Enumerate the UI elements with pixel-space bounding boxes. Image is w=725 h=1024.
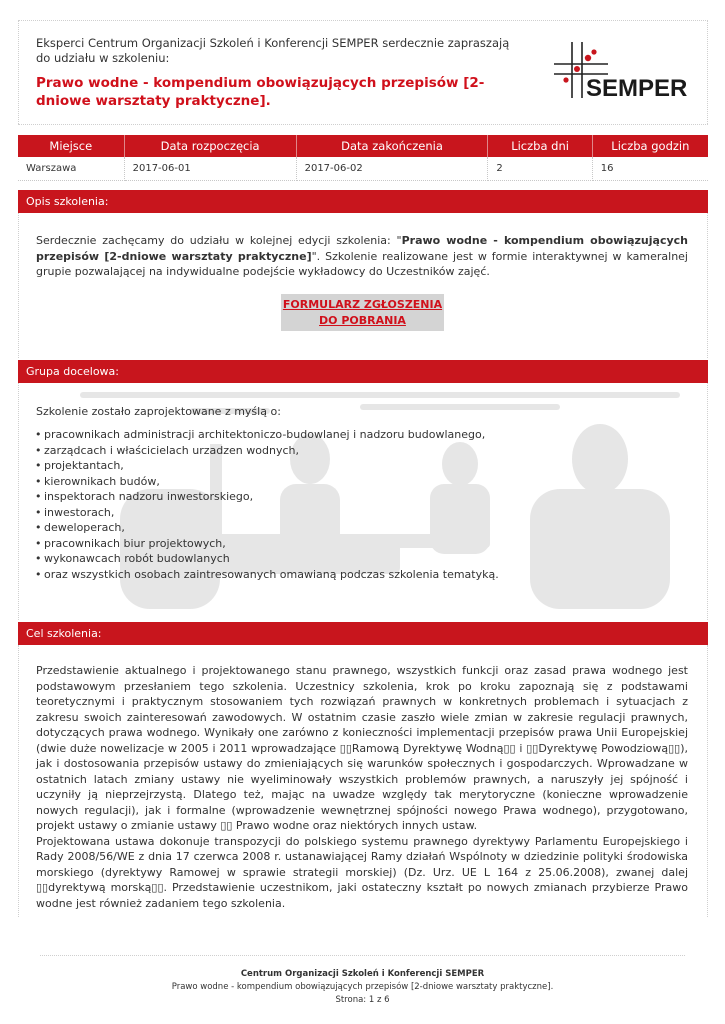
section-description: Opis szkolenia: xyxy=(18,190,708,213)
registration-form-link[interactable] xyxy=(281,294,444,331)
footer-title: Prawo wodne - kompendium obowiązujących przepisów [2-dniowe warsztaty praktyczne]. xyxy=(171,982,554,992)
list-item: • inwestorach, xyxy=(36,505,499,521)
list-item: • kierownikach budów, xyxy=(36,474,499,490)
description-after: ". Szkolenie realizowane jest w formie interaktywnej w kameralnej grupie pozwalającej na indywidualne podejście wykładowcy do Uczestników zajęć. xyxy=(36,249,688,278)
list-item: • oraz wszystkich osobach zaintresowanych omawianą podczas szkolenia tematyką. xyxy=(36,567,499,583)
form-link-line2: DO POBRANIA xyxy=(319,313,406,327)
list-item: • inspektorach nadzoru inwestorskiego, xyxy=(36,489,499,505)
frame-desc-right xyxy=(707,213,708,358)
frame-header-left xyxy=(18,20,19,124)
info-table xyxy=(18,135,708,181)
frame-goal-left xyxy=(18,645,19,917)
footer-page-number: Strona: 1 z 6 xyxy=(335,995,390,1005)
training-title: Prawo wodne - kompendium obowiązujących przepisów [2-dniowe warsztaty praktyczne]. xyxy=(36,75,485,109)
cell-days: 2 xyxy=(488,157,592,181)
footer-divider xyxy=(40,955,685,956)
list-item: • wykonawcach robót budowlanych xyxy=(36,551,499,567)
header-intro: Eksperci Centrum Organizacji Szkoleń i Konferencji SEMPER serdecznie zapraszają do udziału w szkoleniu: xyxy=(36,36,510,65)
frame-top xyxy=(18,20,708,21)
description-bold: Prawo wodne - kompendium obowiązujących przepisów [2-dniowe warsztaty praktyczne] xyxy=(36,234,688,263)
table-row xyxy=(18,157,708,181)
list-item: • deweloperach, xyxy=(36,520,499,536)
col-header-hours: Liczba godzin xyxy=(592,135,708,157)
form-link-line1: FORMULARZ ZGŁOSZENIA xyxy=(282,298,443,311)
audience-intro: Szkolenie zostało zaprojektowane z myślą o: xyxy=(36,405,281,418)
cell-place: Warszawa xyxy=(18,157,124,181)
col-header-start: Data rozpoczęcia xyxy=(124,135,296,157)
frame-aud-right xyxy=(707,383,708,620)
goal-paragraph-1: Przedstawienie aktualnego i projektowanego stanu prawnego, wszystkich funkcji oraz zasad prawa wodnego jest podstawowym przesłaniem tego szkolenia. Uczestnicy szkolenia, krok po kroku zapoznają się z podstawami teoretycznymi i praktycznym stosowaniem tych rozwiązań prawnych w konkretnych problemach i sytuacjach z zakresu swoich zainteresowań zawodowych. W ostatnim czasie zaszło wiele zmian w zakresie regulacji prawnych, dotyczących prawa wodnego. Wynikały one zarówno z konieczności implementacji przepisów prawa Unii Europejskiej (dwie duże nowelizacje w 2005 i 2011 wprowadzające ▯▯Ramową Dyrektywę Wodną▯▯ i ▯▯Dyrektywę Powodziową▯▯), jak i dostosowania przepisów ustawy do zmieniających się warunków społecznych i gospodarczych. Wprowadzane w ostatnich latach zmiany ustawy nie wyeliminowały wszystkich problemów prawnych, a naruszyły jej spójność i uczyniły ją nieprzejrzystą. Dlatego też, mając na uwadze względy tak merytoryczne (konieczne wprowadzenie nowych regulacji), jak i formalne (wprowadzenie wewnętrznej spójności nowego Prawa wodnego), przygotowano, projekt ustawy o zmianie ustawy ▯▯ Prawo wodne oraz niektórych innych ustaw. xyxy=(36,664,688,832)
section-audience: Grupa docelowa: xyxy=(18,360,708,383)
semper-logo xyxy=(550,38,690,104)
list-item: • projektantach, xyxy=(36,458,499,474)
col-header-end: Data zakończenia xyxy=(296,135,488,157)
col-header-days: Liczba dni xyxy=(488,135,592,157)
goal-text xyxy=(36,663,688,911)
list-item: • pracownikach biur projektowych, xyxy=(36,536,499,552)
cell-hours: 16 xyxy=(592,157,708,181)
frame-header-right xyxy=(707,20,708,124)
footer-organization: Centrum Organizacji Szkoleń i Konferencji SEMPER xyxy=(240,969,485,979)
description-text xyxy=(36,233,688,280)
frame-goal-right xyxy=(707,645,708,917)
description-before: Serdecznie zachęcamy do udziału w kolejnej edycji szkolenia: " xyxy=(36,234,402,247)
list-item: • pracownikach administracji architektoniczo-budowlanej i nadzoru budowlanego, xyxy=(36,427,499,443)
logo-text: SEMPER xyxy=(586,75,688,102)
frame-aud-left xyxy=(18,383,19,620)
frame-header-bottom xyxy=(18,124,708,125)
list-item: • zarządcach i właścicielach urzadzen wodnych, xyxy=(36,443,499,459)
audience-list xyxy=(36,427,499,582)
cell-end: 2017-06-02 xyxy=(296,157,488,181)
goal-paragraph-2: Projektowana ustawa dokonuje transpozycji do polskiego systemu prawnego dyrektywy Parlamentu Europejskiego i Rady 2008/56/WE z dnia 17 czerwca 2008 r. ustanawiającej Ramy działań Wspólnoty w dziedzinie polityki środowiska morskiego (dyrektywy Ramowej w sprawie strategii morskiej) (Dz. Urz. UE L 164 z 25.06.2008), zwanej dalej ▯▯dyrektywą morską▯▯. Przedstawienie uczestnikom, jaki ostateczny kształt po nowych zmianach przybierze Prawo wodne jest również zadaniem tego szkolenia. xyxy=(36,834,688,910)
section-goal: Cel szkolenia: xyxy=(18,622,708,645)
col-header-place: Miejsce xyxy=(18,135,124,157)
frame-desc-left xyxy=(18,213,19,358)
cell-start: 2017-06-01 xyxy=(124,157,296,181)
